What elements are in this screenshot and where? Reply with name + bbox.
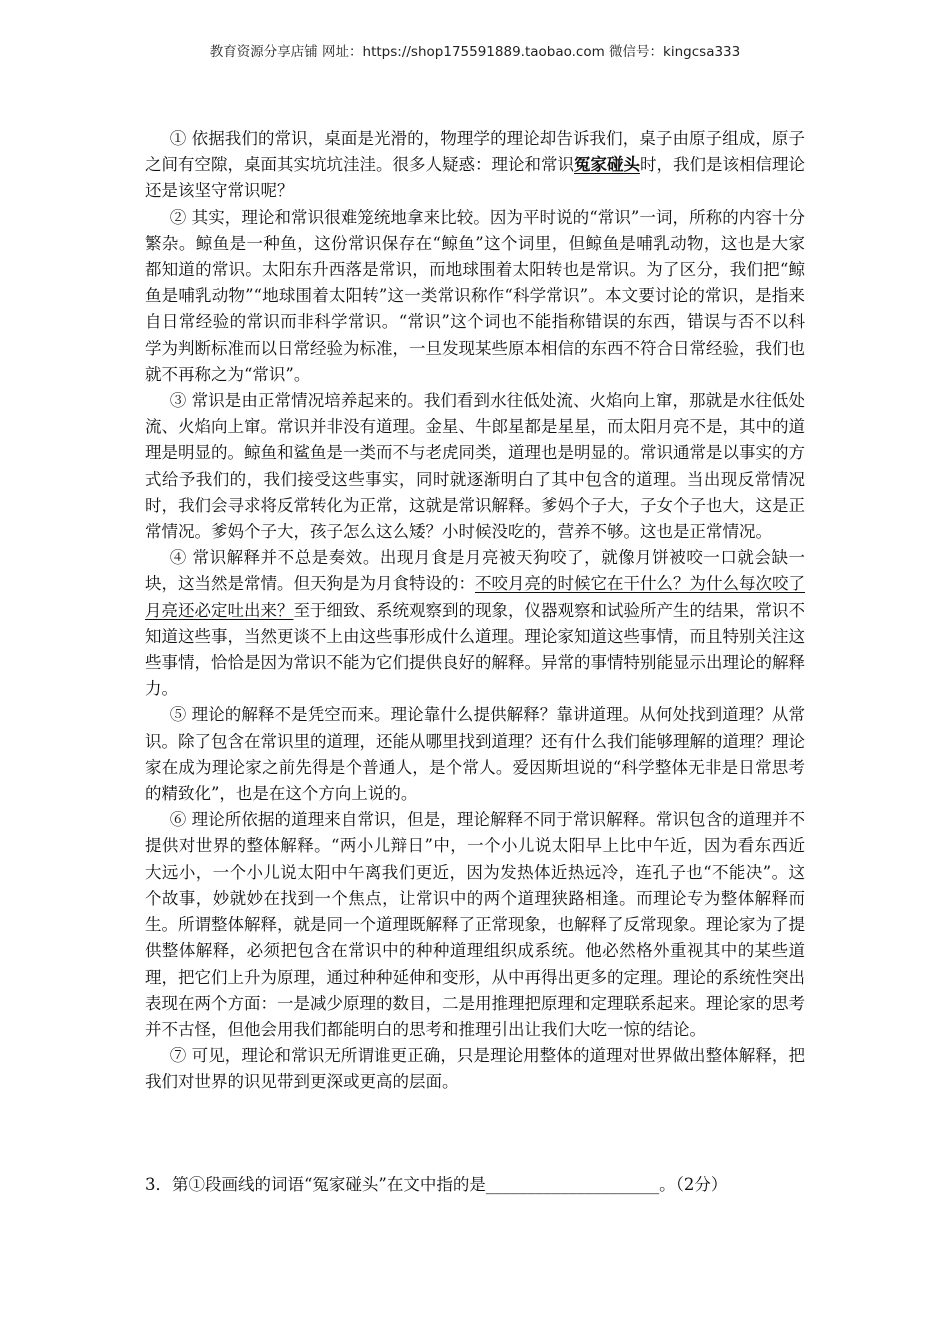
paragraph-1: ① 依据我们的常识，桌面是光滑的，物理学的理论却告诉我们，桌子由原子组成，原子之间有空隙，桌面其实坑坑洼洼。很多人疑惑：理论和常识冤家碰头时，我们是该相信理论还是该坚守常识呢？ bbox=[145, 129, 805, 201]
paragraph-2: ② 其实，理论和常识很难笼统地拿来比较。因为平时说的“常识”一词，所称的内容十分繁杂。鲸鱼是一种鱼，这份常识保存在“鲸鱼”这个词里，但鲸鱼是哺乳动物，这也是大家都知道的常识。太阳东升西落是常识，而地球围着太阳转也是常识。为了区分，我们把“鲸鱼是哺乳动物”“地球围着太阳转”这一类常识称作“科学常识”。本文要讨论的常识，是指来自日常经验的常识而非科学常识。“常识”这个词也不能指称错误的东西，错误与否不以科学为判断标准而以日常经验为标准，一旦发现某些原本相信的东西不符合日常经验，我们也就不再称之为“常识”。 bbox=[145, 207, 805, 384]
paragraph-3: ③ 常识是由正常情况培养起来的。我们看到水往低处流、火焰向上窜，那就是水往低处流、火焰向上窜。常识并非没有道理。金星、牛郎星都是星星，而太阳月亮不是，其中的道理是明显的。鲸鱼和鲨鱼是一类而不与老虎同类，道理也是明显的。常识通常是以事实的方式给予我们的，我们接受这些事实，同时就逐渐明白了其中包含的道理。当出现反常情况时，我们会寻求将反常转化为正常，这就是常识解释。爹妈个子大，子女个子也大，这是正常情况。爹妈个子大，孩子怎么这么矮？小时候没吃的，营养不够。这也是正常情况。 bbox=[145, 391, 805, 542]
reading-passage bbox=[145, 126, 805, 1096]
paragraph-5: ⑤ 理论的解释不是凭空而来。理论靠什么提供解释？靠讲道理。从何处找到道理？从常识。除了包含在常识里的道理，还能从哪里找到道理？还有什么我们能够理解的道理？理论家在成为理论家之前先得是个普通人，是个常人。爱因斯坦说的“科学整体无非是日常思考的精致化”，也是在这个方向上说的。 bbox=[145, 705, 805, 804]
page-header: 教育资源分享店铺 网址：https://shop175591889.taobao.com 微信号：kingcsa333 bbox=[209, 44, 741, 60]
paragraph-4: ④ 常识解释并不总是奏效。出现月食是月亮被天狗咬了，就像月饼被咬一口就会缺一块，这当然是常情。但天狗是为月食特设的：不咬月亮的时候它在干什么？为什么每次咬了月亮还必定吐出来？至于细致、系统观察到的现象，仪器观察和试验所产生的结果，常识不知道这些事，当然更谈不上由这些事形成什么道理。理论家知道这些事情，而且特别关注这些事情，恰恰是因为常识不能为它们提供良好的解释。异常的事情特别能显示出理论的解释力。 bbox=[145, 548, 805, 699]
paragraph-6: ⑥ 理论所依据的道理来自常识，但是，理论解释不同于常识解释。常识包含的道理并不提供对世界的整体解释。“两小儿辩日”中，一个小儿说太阳早上比中午近，因为看东西近大远小，一个小儿说太阳中午离我们更近，因为发热体近热远冷，连孔子也“不能决”。这个故事，妙就妙在找到一个焦点，让常识中的两个道理狭路相逢。而理论专为整体解释而生。所谓整体解释，就是同一个道理既解释了正常现象，也解释了反常现象。理论家为了提供整体解释，必须把包含在常识中的种种道理组织成系统。他必然格外重视其中的某些道理，把它们上升为原理，通过种种延伸和变形，从中再得出更多的定理。理论的系统性突出表现在两个方面：一是减少原理的数目，二是用推理把原理和定理联系起来。理论家的思考并不古怪，但他会用我们都能明白的思考和推理引出让我们大吃一惊的结论。 bbox=[145, 810, 805, 1039]
paragraph-7: ⑦ 可见，理论和常识无所谓谁更正确，只是理论用整体的道理对世界做出整体解释，把我们对世界的识见带到更深或更高的层面。 bbox=[145, 1046, 805, 1092]
question-3: 3．第①段画线的词语“冤家碰头”在文中指的是_____________________。（2分） bbox=[145, 1175, 728, 1194]
underlined-sentence: 不咬月亮的时候它在干什么？为什么每次咬了月亮还必定吐出来？ bbox=[145, 574, 805, 620]
marked-phrase: 冤家碰头 bbox=[574, 155, 640, 175]
answer-blank[interactable]: _____________________ bbox=[485, 1175, 660, 1194]
